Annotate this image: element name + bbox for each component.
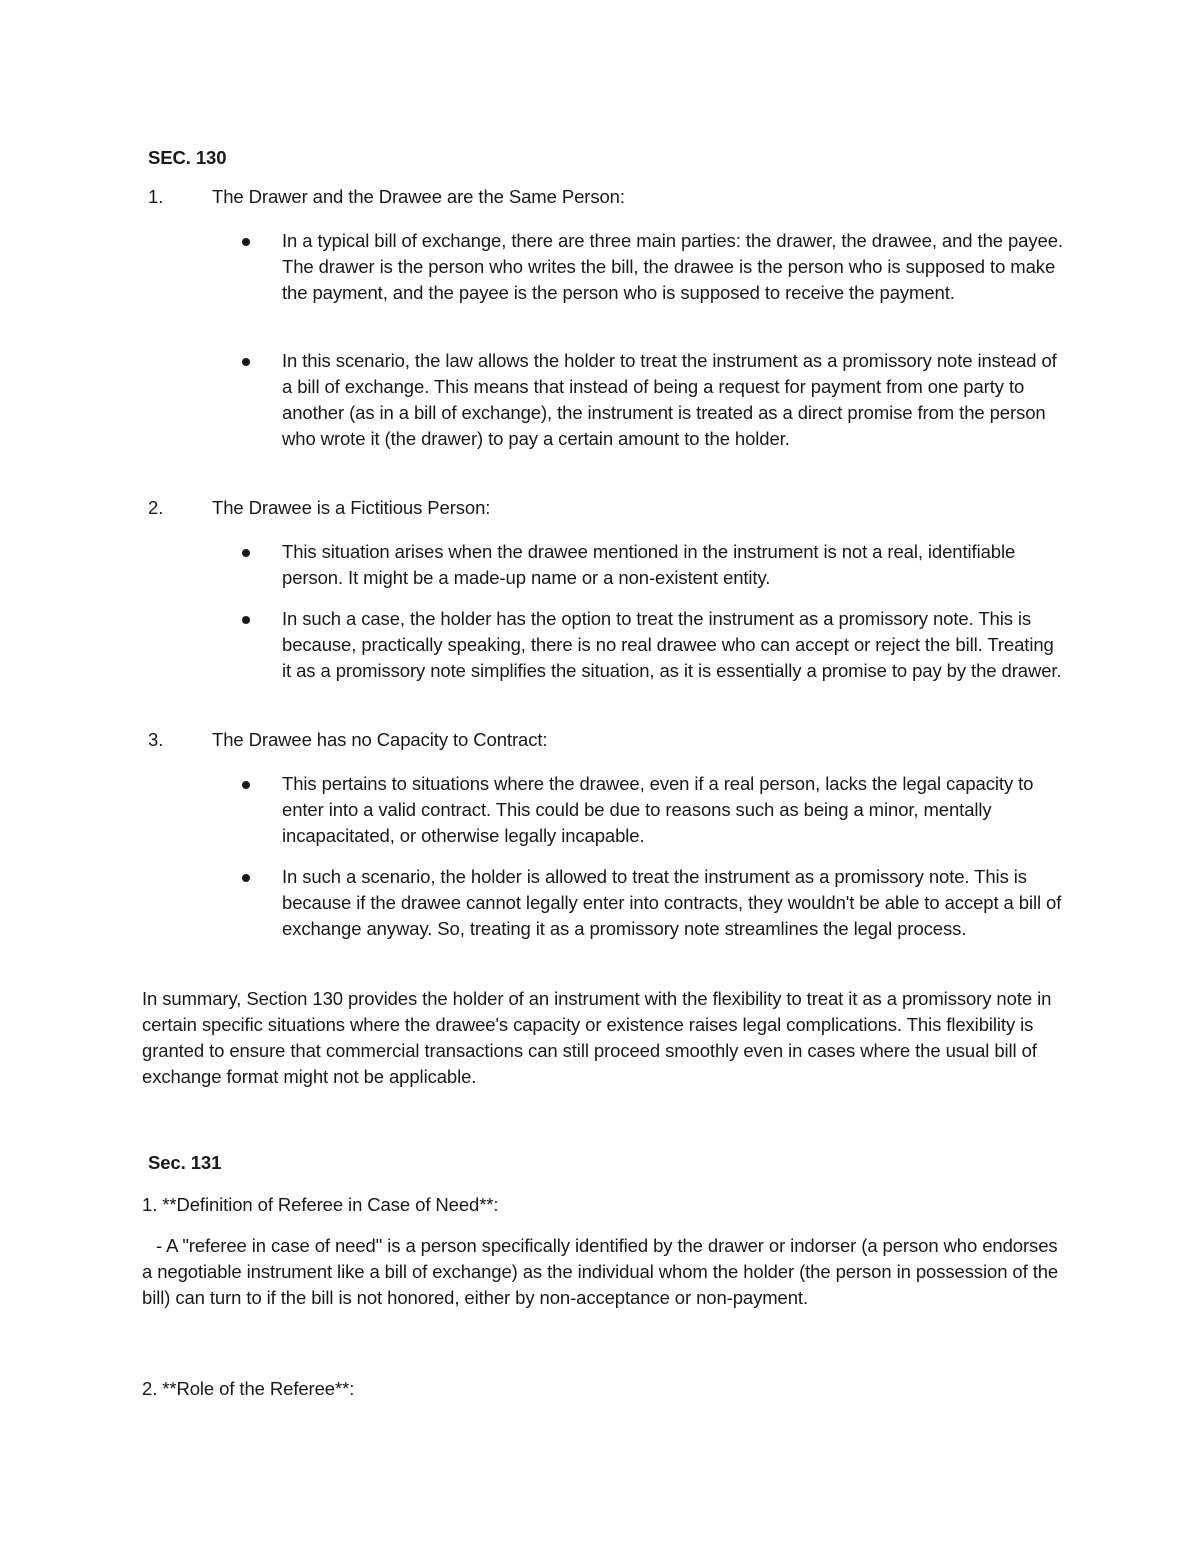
bullet-text: In such a scenario, the holder is allowed to treat the instrument as a promissory note. This is because if the drawee cannot legally enter into contracts, they wouldn't be able to accept a bill of exchange anyway. So, treating it as a promissory note streamlines the legal process. bbox=[282, 866, 1062, 939]
bullet-icon bbox=[242, 781, 250, 789]
bullet-text: This situation arises when the drawee mentioned in the instrument is not a real, identifiable person. It might be a made-up name or a non-existent entity. bbox=[282, 541, 1016, 588]
item-title: The Drawee is a Fictitious Person: bbox=[212, 497, 491, 518]
bullet-text: In a typical bill of exchange, there are three main parties: the drawer, the drawee, and the payee. The drawer is the person who writes the bill, the drawee is the person who is supposed to make the payment, and the payee is the person who is supposed to receive the payment. bbox=[282, 230, 1063, 303]
bullet-text: In such a case, the holder has the option to treat the instrument as a promissory note. This is because, practically speaking, there is no real drawee who can accept or reject the bill. Treating it as a promissory note simplifies the situation, as it is essentially a promise to pay by the drawer. bbox=[282, 608, 1062, 681]
item-title: The Drawer and the Drawee are the Same Person: bbox=[212, 186, 625, 207]
item-number: 2. bbox=[148, 497, 164, 518]
sec131-item-1-title: 1. **Definition of Referee in Case of Need**: bbox=[142, 1194, 499, 1215]
item-number: 1. bbox=[148, 186, 164, 207]
sec131-item-2-title: 2. **Role of the Referee**: bbox=[142, 1378, 355, 1399]
section-130-heading: SEC. 130 bbox=[148, 147, 227, 168]
sec131-item-1-body: - A "referee in case of need" is a person specifically identified by the drawer or indorser (a person who endorses a negotiable instrument like a bill of exchange) as the individual whom the holder (the person in possession of the bill) can turn to if the bill is not honored, either by non-acceptance or non-payment. bbox=[142, 1235, 1059, 1308]
bullet-icon bbox=[242, 358, 250, 366]
bullet-icon bbox=[242, 874, 250, 882]
bullet-text: In this scenario, the law allows the holder to treat the instrument as a promissory note instead of a bill of exchange. This means that instead of being a request for payment from one party to another (as in a bill of exchange), the instrument is treated as a direct promise from the person who wrote it (the drawer) to pay a certain amount to the holder. bbox=[282, 350, 1057, 449]
sec130-item-3-title bbox=[148, 727, 1048, 753]
section-131-heading: Sec. 131 bbox=[148, 1152, 222, 1173]
item-number: 3. bbox=[148, 729, 164, 750]
sec130-item-2-title bbox=[148, 495, 1048, 521]
bullet-icon bbox=[242, 616, 250, 624]
item-title: The Drawee has no Capacity to Contract: bbox=[212, 729, 548, 750]
bullet-icon bbox=[242, 549, 250, 557]
bullet-icon bbox=[242, 238, 250, 246]
sec130-summary: In summary, Section 130 provides the holder of an instrument with the flexibility to treat it as a promissory note in certain specific situations where the drawee's capacity or existence raises legal complications. This flexibility is granted to ensure that commercial transactions can still proceed smoothly even in cases where the usual bill of exchange format might not be applicable. bbox=[142, 988, 1052, 1087]
bullet-text: This pertains to situations where the drawee, even if a real person, lacks the legal capacity to enter into a valid contract. This could be due to reasons such as being a minor, mentally incapacitated, or otherwise legally incapable. bbox=[282, 773, 1034, 846]
sec130-item-1-title bbox=[148, 184, 1048, 210]
